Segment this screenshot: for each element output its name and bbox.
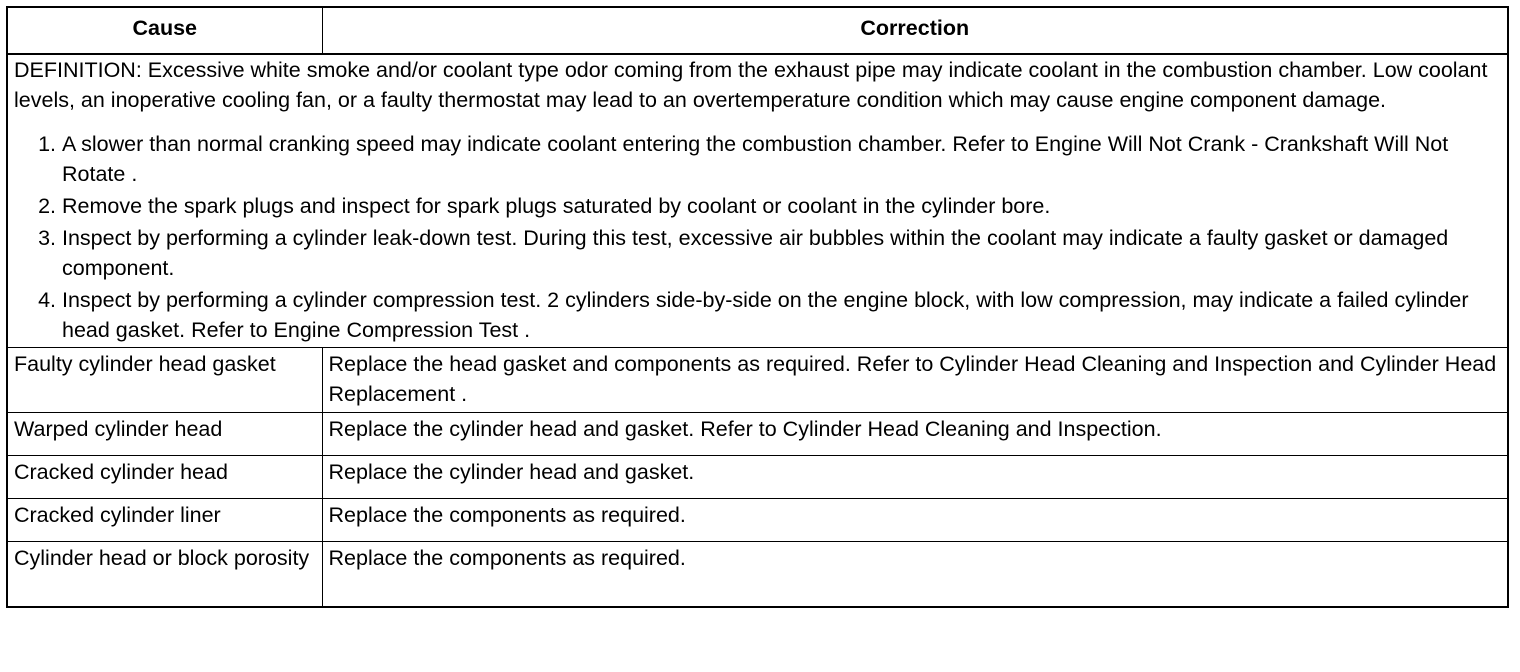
diagnostic-step-3: 3. Inspect by performing a cylinder leak-down test. During this test, excessive air bubbles within the coolant may indicate a faulty gasket or damaged component. — [62, 223, 1501, 283]
definition-text: DEFINITION: Excessive white smoke and/or coolant type odor coming from the exhaust pipe may indicate coolant in the combustion chamber. Low coolant levels, an inoperative cooling fan, or a faulty thermostat may lead to an overtemperature condition which may cause engine component damage. — [14, 58, 1488, 112]
table-row — [7, 542, 1508, 608]
diagnostic-step-4: 4. Inspect by performing a cylinder compression test. 2 cylinders side-by-side on the engine block, with low compression, may indicate a failed cylinder head gasket. Refer to Engine Compression Test . — [62, 285, 1501, 345]
diagnostic-step-2: 2. Remove the spark plugs and inspect for spark plugs saturated by coolant or coolant in the cylinder bore. — [62, 191, 1501, 221]
definition-cell — [7, 54, 1508, 348]
header-row — [7, 7, 1508, 54]
correction-cell: Replace the cylinder head and gasket. Refer to Cylinder Head Cleaning and Inspection. — [322, 413, 1508, 456]
table-row — [7, 499, 1508, 542]
diagnostic-table — [6, 6, 1509, 608]
diagnostic-steps-list — [14, 129, 1501, 345]
cause-column-header: Cause — [7, 7, 322, 54]
correction-cell: Replace the components as required. — [322, 499, 1508, 542]
diagnostic-step-1: 1. A slower than normal cranking speed may indicate coolant entering the combustion chamber. Refer to Engine Will Not Crank - Crankshaft Will Not Rotate . — [62, 129, 1501, 189]
cause-cell: Faulty cylinder head gasket — [7, 348, 322, 413]
table-row — [7, 456, 1508, 499]
table-row — [7, 348, 1508, 413]
correction-cell: Replace the head gasket and components as required. Refer to Cylinder Head Cleaning and Inspection and Cylinder Head Replacement . — [322, 348, 1508, 413]
correction-cell: Replace the components as required. — [322, 542, 1508, 608]
cause-cell: Cracked cylinder head — [7, 456, 322, 499]
table-row — [7, 413, 1508, 456]
correction-column-header: Correction — [322, 7, 1508, 54]
cause-cell: Cylinder head or block porosity — [7, 542, 322, 608]
correction-cell: Replace the cylinder head and gasket. — [322, 456, 1508, 499]
cause-cell: Cracked cylinder liner — [7, 499, 322, 542]
cause-cell: Warped cylinder head — [7, 413, 322, 456]
definition-row — [7, 54, 1508, 348]
